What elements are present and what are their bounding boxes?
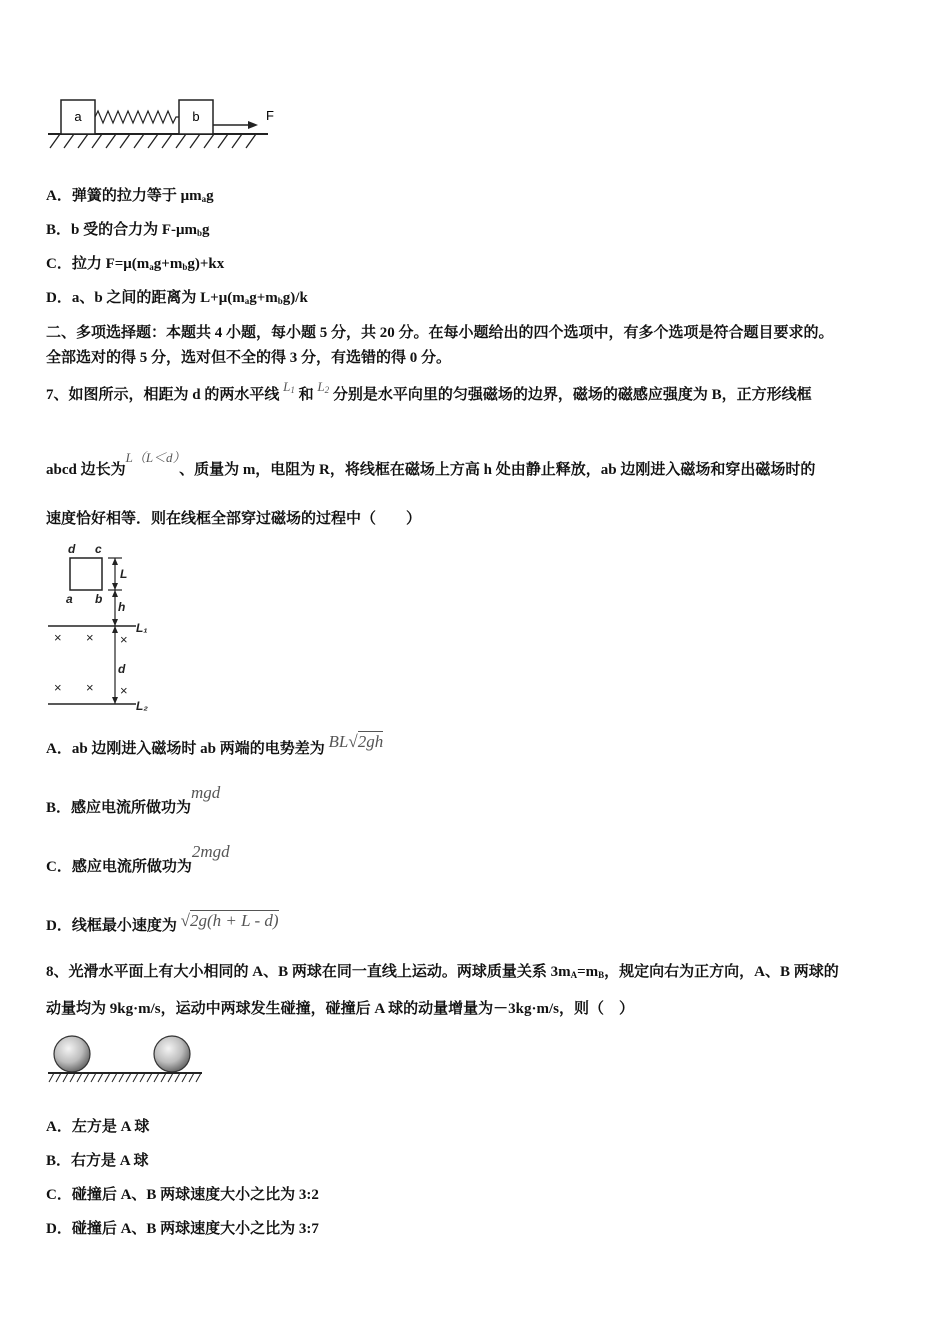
force-arrowhead <box>248 121 258 129</box>
q8-stem-line1: 8、光滑水平面上有大小相同的 A、B 两球在同一直线上运动。两球质量关系 $3m_A=m_B$，规定向右为正方向，A、B 两球的 <box>46 964 839 980</box>
q7-option-c: C．感应电流所做功为2mgd <box>46 842 230 875</box>
spring <box>95 111 179 123</box>
block-a-label: a <box>74 109 82 124</box>
q7-stem-line2: abcd 边长为L（L＜d）、质量为 m，电阻为 R，将线框在磁场上方高 h 处由静止释放，ab 边刚进入磁场和穿出磁场时的 <box>46 450 816 478</box>
sqrt-sign: √ <box>348 732 358 751</box>
line-l2-label: L₂ <box>136 699 148 713</box>
square-frame <box>70 558 102 590</box>
q8-stem-line2: 动量均为 9kg·m/s，运动中两球发生碰撞，碰撞后 A 球的动量增量为－3kg·m/s，则（ ） <box>46 1001 634 1017</box>
ball-right <box>154 1036 190 1072</box>
field-cross: × <box>120 632 128 647</box>
distance-d-label: d <box>118 662 126 676</box>
magnetic-field-figure <box>46 542 176 717</box>
q7-option-b: B．感应电流所做功为mgd <box>46 783 221 816</box>
field-cross: × <box>120 683 128 698</box>
q6-option-a: A．弹簧的拉力等于 $\mu m_ag$ <box>46 188 214 204</box>
field-cross: × <box>54 630 62 645</box>
field-cross: × <box>86 630 94 645</box>
corner-c-label: c <box>95 542 102 556</box>
section2-instructions-line2: 全部选对的得 5 分，选对但不全的得 3 分，有选错的得 0 分。 <box>46 350 452 366</box>
q6-option-c: C．拉力 $F=\mu(m_ag+m_bg)+kx$ <box>46 256 225 272</box>
force-label: F <box>266 108 274 123</box>
spring-blocks-figure <box>46 96 286 156</box>
q8-option-b: B．右方是 A 球 <box>46 1153 149 1169</box>
corner-a-label: a <box>66 592 73 606</box>
q7-option-a: A．ab 边刚进入磁场时 ab 两端的电势差为 BL√2gh <box>46 732 384 757</box>
corner-d-label: d <box>68 542 76 556</box>
corner-b-label: b <box>95 592 103 606</box>
two-balls-figure <box>46 1034 206 1089</box>
q6-option-d: D．a、b 之间的距离为 $L+\mu(m_ag+m_bg)/k$ <box>46 290 308 306</box>
field-cross: × <box>86 680 94 695</box>
side-l-label: L <box>120 567 128 581</box>
q6-option-b: B．b 受的合力为 $F-\mu m_bg$ <box>46 222 210 238</box>
q8-option-c: C．碰撞后 A、B 两球速度大小之比为 3:2 <box>46 1187 319 1203</box>
sqrt-sign: √ <box>180 911 190 930</box>
q7-option-d: D．线框最小速度为 √2g(h + L - d) <box>46 911 279 934</box>
q8-option-d: D．碰撞后 A、B 两球速度大小之比为 3:7 <box>46 1221 319 1237</box>
section2-instructions-line1: 二、多项选择题：本题共 4 小题，每小题 5 分，共 20 分。在每小题给出的四个选项中，有多个选项是符合题目要求的。 <box>46 325 834 341</box>
field-cross: × <box>54 680 62 695</box>
ball-left <box>54 1036 90 1072</box>
q7-stem-line1: 7、如图所示，相距为 d 的两水平线 $L_1$ 和 $L_2$ 分别是水平向里的匀强磁场的边界，磁场的磁感应强度为 B，正方形线框 <box>46 379 812 403</box>
q8-option-a: A．左方是 A 球 <box>46 1119 150 1135</box>
q7-stem-line3: 速度恰好相等．则在线框全部穿过磁场的过程中（ ） <box>46 511 422 527</box>
block-b-label: b <box>192 109 200 124</box>
height-h-label: h <box>118 600 126 614</box>
line-l1-label: L₁ <box>136 621 148 635</box>
